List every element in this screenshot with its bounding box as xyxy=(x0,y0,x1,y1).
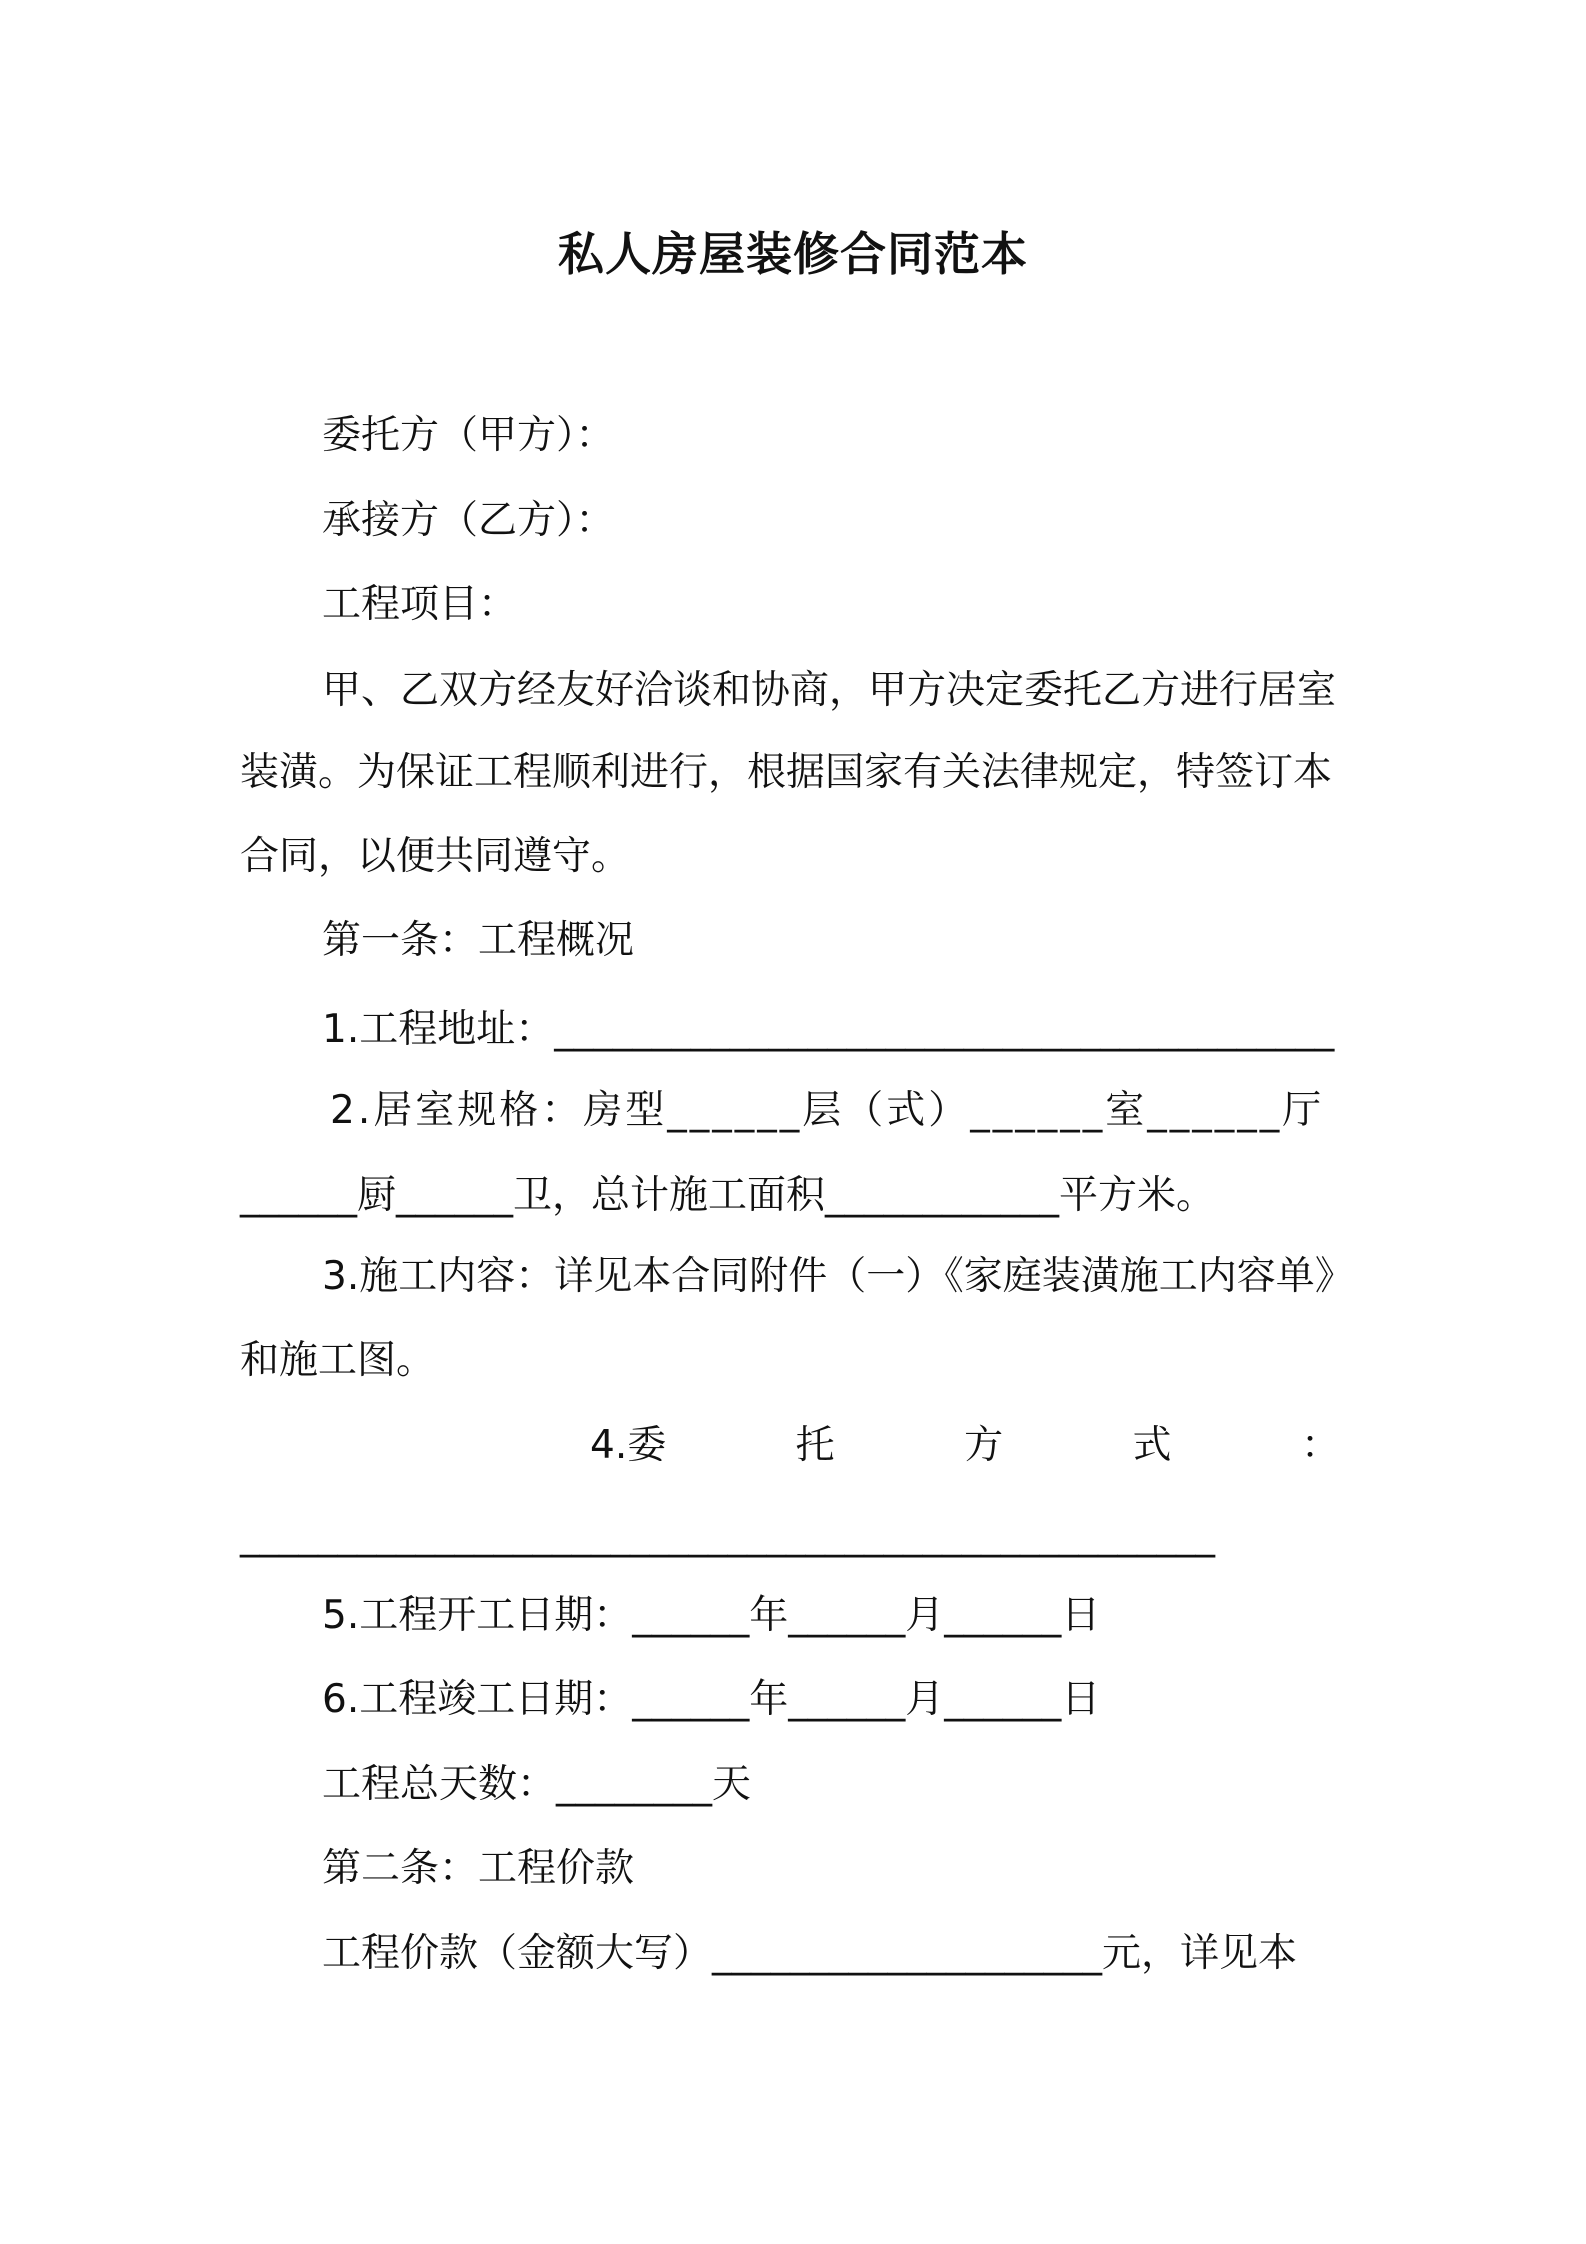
item-3-construction-content: 3.施工内容：详见本合同附件（一）《家庭装潢施工内容单》 xyxy=(322,1254,1354,1299)
item-1-address: 1.工程地址：________________________________________ xyxy=(322,1007,1335,1052)
item-3-construction-content-continued: 和施工图。 xyxy=(240,1338,436,1383)
intro-paragraph-line-3: 合同，以便共同遵守。 xyxy=(240,834,631,879)
total-days-line: 工程总天数：________天 xyxy=(322,1762,752,1807)
item-2-room-spec: 2.居室规格：房型______层（式）______室______厅 xyxy=(330,1088,1325,1133)
client-line: 委托方（甲方）： xyxy=(322,413,615,458)
item-2-room-spec-continued: ______厨______卫，总计施工面积____________平方米。 xyxy=(240,1173,1216,1218)
item-4-part: 4.委 xyxy=(590,1423,667,1468)
contractor-line: 承接方（乙方）： xyxy=(322,498,615,543)
item-4-part: 方 xyxy=(964,1423,1004,1468)
project-line: 工程项目： xyxy=(322,582,518,627)
item-5-start-date: 5.工程开工日期：______年______月______日 xyxy=(322,1593,1101,1638)
document-title: 私人房屋装修合同范本 xyxy=(558,227,1028,281)
intro-paragraph-line-1: 甲、乙双方经友好洽谈和协商，甲方决定委托乙方进行居室 xyxy=(322,668,1337,713)
article-1-heading: 第一条：工程概况 xyxy=(322,918,635,963)
item-4-delegation-method xyxy=(590,1420,1340,1472)
item-4-part: ： xyxy=(1300,1423,1340,1468)
price-line: 工程价款（金额大写）____________________元，详见本 xyxy=(322,1931,1298,1976)
item-6-completion-date: 6.工程竣工日期：______年______月______日 xyxy=(322,1677,1101,1722)
article-2-heading: 第二条：工程价款 xyxy=(322,1846,635,1891)
item-4-blank: __________________________________________________ xyxy=(240,1513,1215,1558)
item-4-part: 式 xyxy=(1132,1423,1172,1468)
intro-paragraph-line-2: 装潢。为保证工程顺利进行，根据国家有关法律规定，特签订本 xyxy=(240,750,1333,795)
item-4-part: 托 xyxy=(795,1423,835,1468)
